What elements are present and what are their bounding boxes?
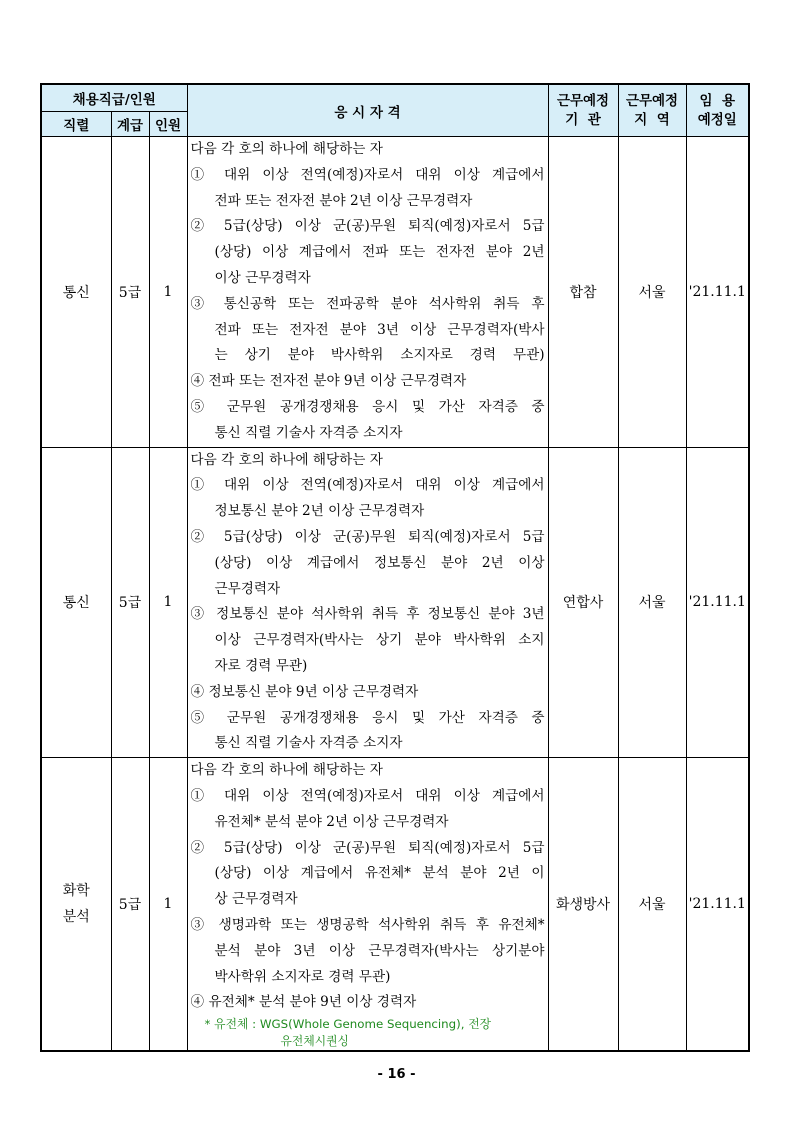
qualification-line: ② 5급(상당) 이상 군(공)무원 퇴직(예정)자로서 5급	[190, 839, 545, 856]
qualification-line: 이상 근무경력자	[214, 269, 311, 286]
grade-cell: 5급	[111, 447, 149, 758]
header-position: 직렬	[41, 112, 111, 137]
qualification-intro: 다음 각 호의 하나에 해당하는 자	[190, 762, 383, 779]
count-cell: 1	[149, 137, 187, 448]
org-cell: 연합사	[548, 447, 618, 758]
org-cell: 합참	[548, 137, 618, 448]
table-row	[41, 758, 749, 1051]
qualification-line: 전파 또는 전자전 분야 2년 이상 근무경력자	[214, 192, 473, 209]
footnote-line-2: 유전체시퀀싱	[280, 1034, 349, 1049]
footnote-line-1: * 유전체 : WGS(Whole Genome Sequencing), 전장	[204, 1017, 492, 1032]
header-region	[618, 84, 686, 137]
qualification-line: ① 대위 이상 전역(예정)자로서 대위 이상 계급에서	[190, 477, 545, 494]
table-row	[41, 137, 749, 448]
qualification-line: ① 대위 이상 전역(예정)자로서 대위 이상 계급에서	[190, 787, 545, 804]
header-count: 인원	[149, 112, 187, 137]
qualification-intro: 다음 각 호의 하나에 해당하는 자	[190, 141, 383, 157]
qualification-line: 자로 경력 무관)	[214, 657, 308, 674]
header-date-l2: 예정일	[697, 111, 737, 128]
qualification-line: 는 상기 분야 박사학위 소지자로 경력 무관)	[214, 347, 545, 364]
qualification-cell	[187, 758, 548, 1051]
date-cell: '21.11.1	[686, 137, 749, 448]
header-grade: 계급	[111, 112, 149, 137]
grade-cell: 5급	[111, 137, 149, 448]
qualification-line: ③ 통신공학 또는 전파공학 분야 석사학위 취득 후	[190, 295, 545, 312]
position-cell	[41, 758, 111, 1051]
grade-cell: 5급	[111, 758, 149, 1051]
qualification-cell	[187, 447, 548, 758]
qualification-line: 상 근무경력자	[214, 891, 298, 908]
qualification-line: 통신 직렬 기술사 자격증 소지자	[214, 424, 403, 441]
qualification-line: ⑤ 군무원 공개경쟁채용 응시 및 가산 자격증 중	[190, 398, 545, 415]
header-qualification: 응 시 자 격	[187, 84, 548, 137]
position-cell: 통신	[41, 137, 111, 448]
qualification-line: ③ 생명과학 또는 생명공학 석사학위 취득 후 유전체*	[190, 916, 545, 933]
header-org	[548, 84, 618, 137]
qualification-line: 유전체* 분석 분야 2년 이상 근무경력자	[214, 813, 449, 830]
header-org-l2: 기 관	[565, 111, 601, 128]
qualification-cell	[187, 137, 548, 448]
date-cell: '21.11.1	[686, 758, 749, 1051]
header-date-l1: 임 용	[699, 92, 736, 109]
qualification-intro: 다음 각 호의 하나에 해당하는 자	[190, 451, 383, 468]
region-cell: 서울	[618, 758, 686, 1051]
qualification-line: ② 5급(상당) 이상 군(공)무원 퇴직(예정)자로서 5급	[190, 218, 545, 235]
qualification-line: ① 대위 이상 전역(예정)자로서 대위 이상 계급에서	[190, 166, 545, 183]
qualification-line: 정보통신 분야 2년 이상 근무경력자	[214, 503, 425, 520]
qualification-line: 이상 근무경력자(박사는 상기 분야 박사학위 소지	[214, 632, 545, 649]
footnote-line-2-wrap	[191, 1033, 545, 1050]
header-region-l1: 근무예정	[625, 92, 679, 109]
position-cell: 통신	[41, 447, 111, 758]
region-cell: 서울	[618, 447, 686, 758]
qualification-line: ③ 정보통신 분야 석사학위 취득 후 정보통신 분야 3년	[190, 606, 545, 623]
qualification-line: ④ 정보통신 분야 9년 이상 근무경력자	[190, 683, 419, 700]
header-group: 채용직급/인원	[41, 84, 187, 112]
count-cell: 1	[149, 758, 187, 1051]
org-cell: 화생방사	[548, 758, 618, 1051]
qualification-line: ④ 전파 또는 전자전 분야 9년 이상 근무경력자	[190, 373, 467, 390]
header-date	[686, 84, 749, 137]
qualification-line: 근무경력자	[214, 580, 281, 597]
qualification-line: (상당) 이상 계급에서 유전체* 분석 분야 2년 이	[214, 865, 545, 882]
page-number: - 16 -	[377, 1067, 416, 1082]
recruitment-table	[40, 83, 750, 1052]
position-line-1: 화학	[62, 883, 90, 900]
qualification-line: 박사학위 소지자로 경력 무관)	[214, 968, 391, 985]
qualification-line: (상당) 이상 계급에서 정보통신 분야 2년 이상	[214, 554, 545, 571]
table-row	[41, 447, 749, 758]
qualification-line: ⑤ 군무원 공개경쟁채용 응시 및 가산 자격증 중	[190, 709, 545, 726]
qualification-line: (상당) 이상 계급에서 전파 또는 전자전 분야 2년	[214, 244, 545, 261]
region-cell: 서울	[618, 137, 686, 448]
position-line-2: 분석	[62, 909, 90, 926]
qualification-line: ② 5급(상당) 이상 군(공)무원 퇴직(예정)자로서 5급	[190, 528, 545, 545]
qualification-line: ④ 유전체* 분석 분야 9년 이상 경력자	[190, 994, 417, 1011]
qualification-line: 분석 분야 3년 이상 근무경력자(박사는 상기분야	[214, 942, 545, 959]
qualification-line: 통신 직렬 기술사 자격증 소지자	[214, 735, 403, 752]
header-region-l2: 지 역	[634, 111, 670, 128]
qualification-line: 전파 또는 전자전 분야 3년 이상 근무경력자(박사	[214, 321, 545, 338]
date-cell: '21.11.1	[686, 447, 749, 758]
count-cell: 1	[149, 447, 187, 758]
header-org-l1: 근무예정	[556, 92, 610, 109]
